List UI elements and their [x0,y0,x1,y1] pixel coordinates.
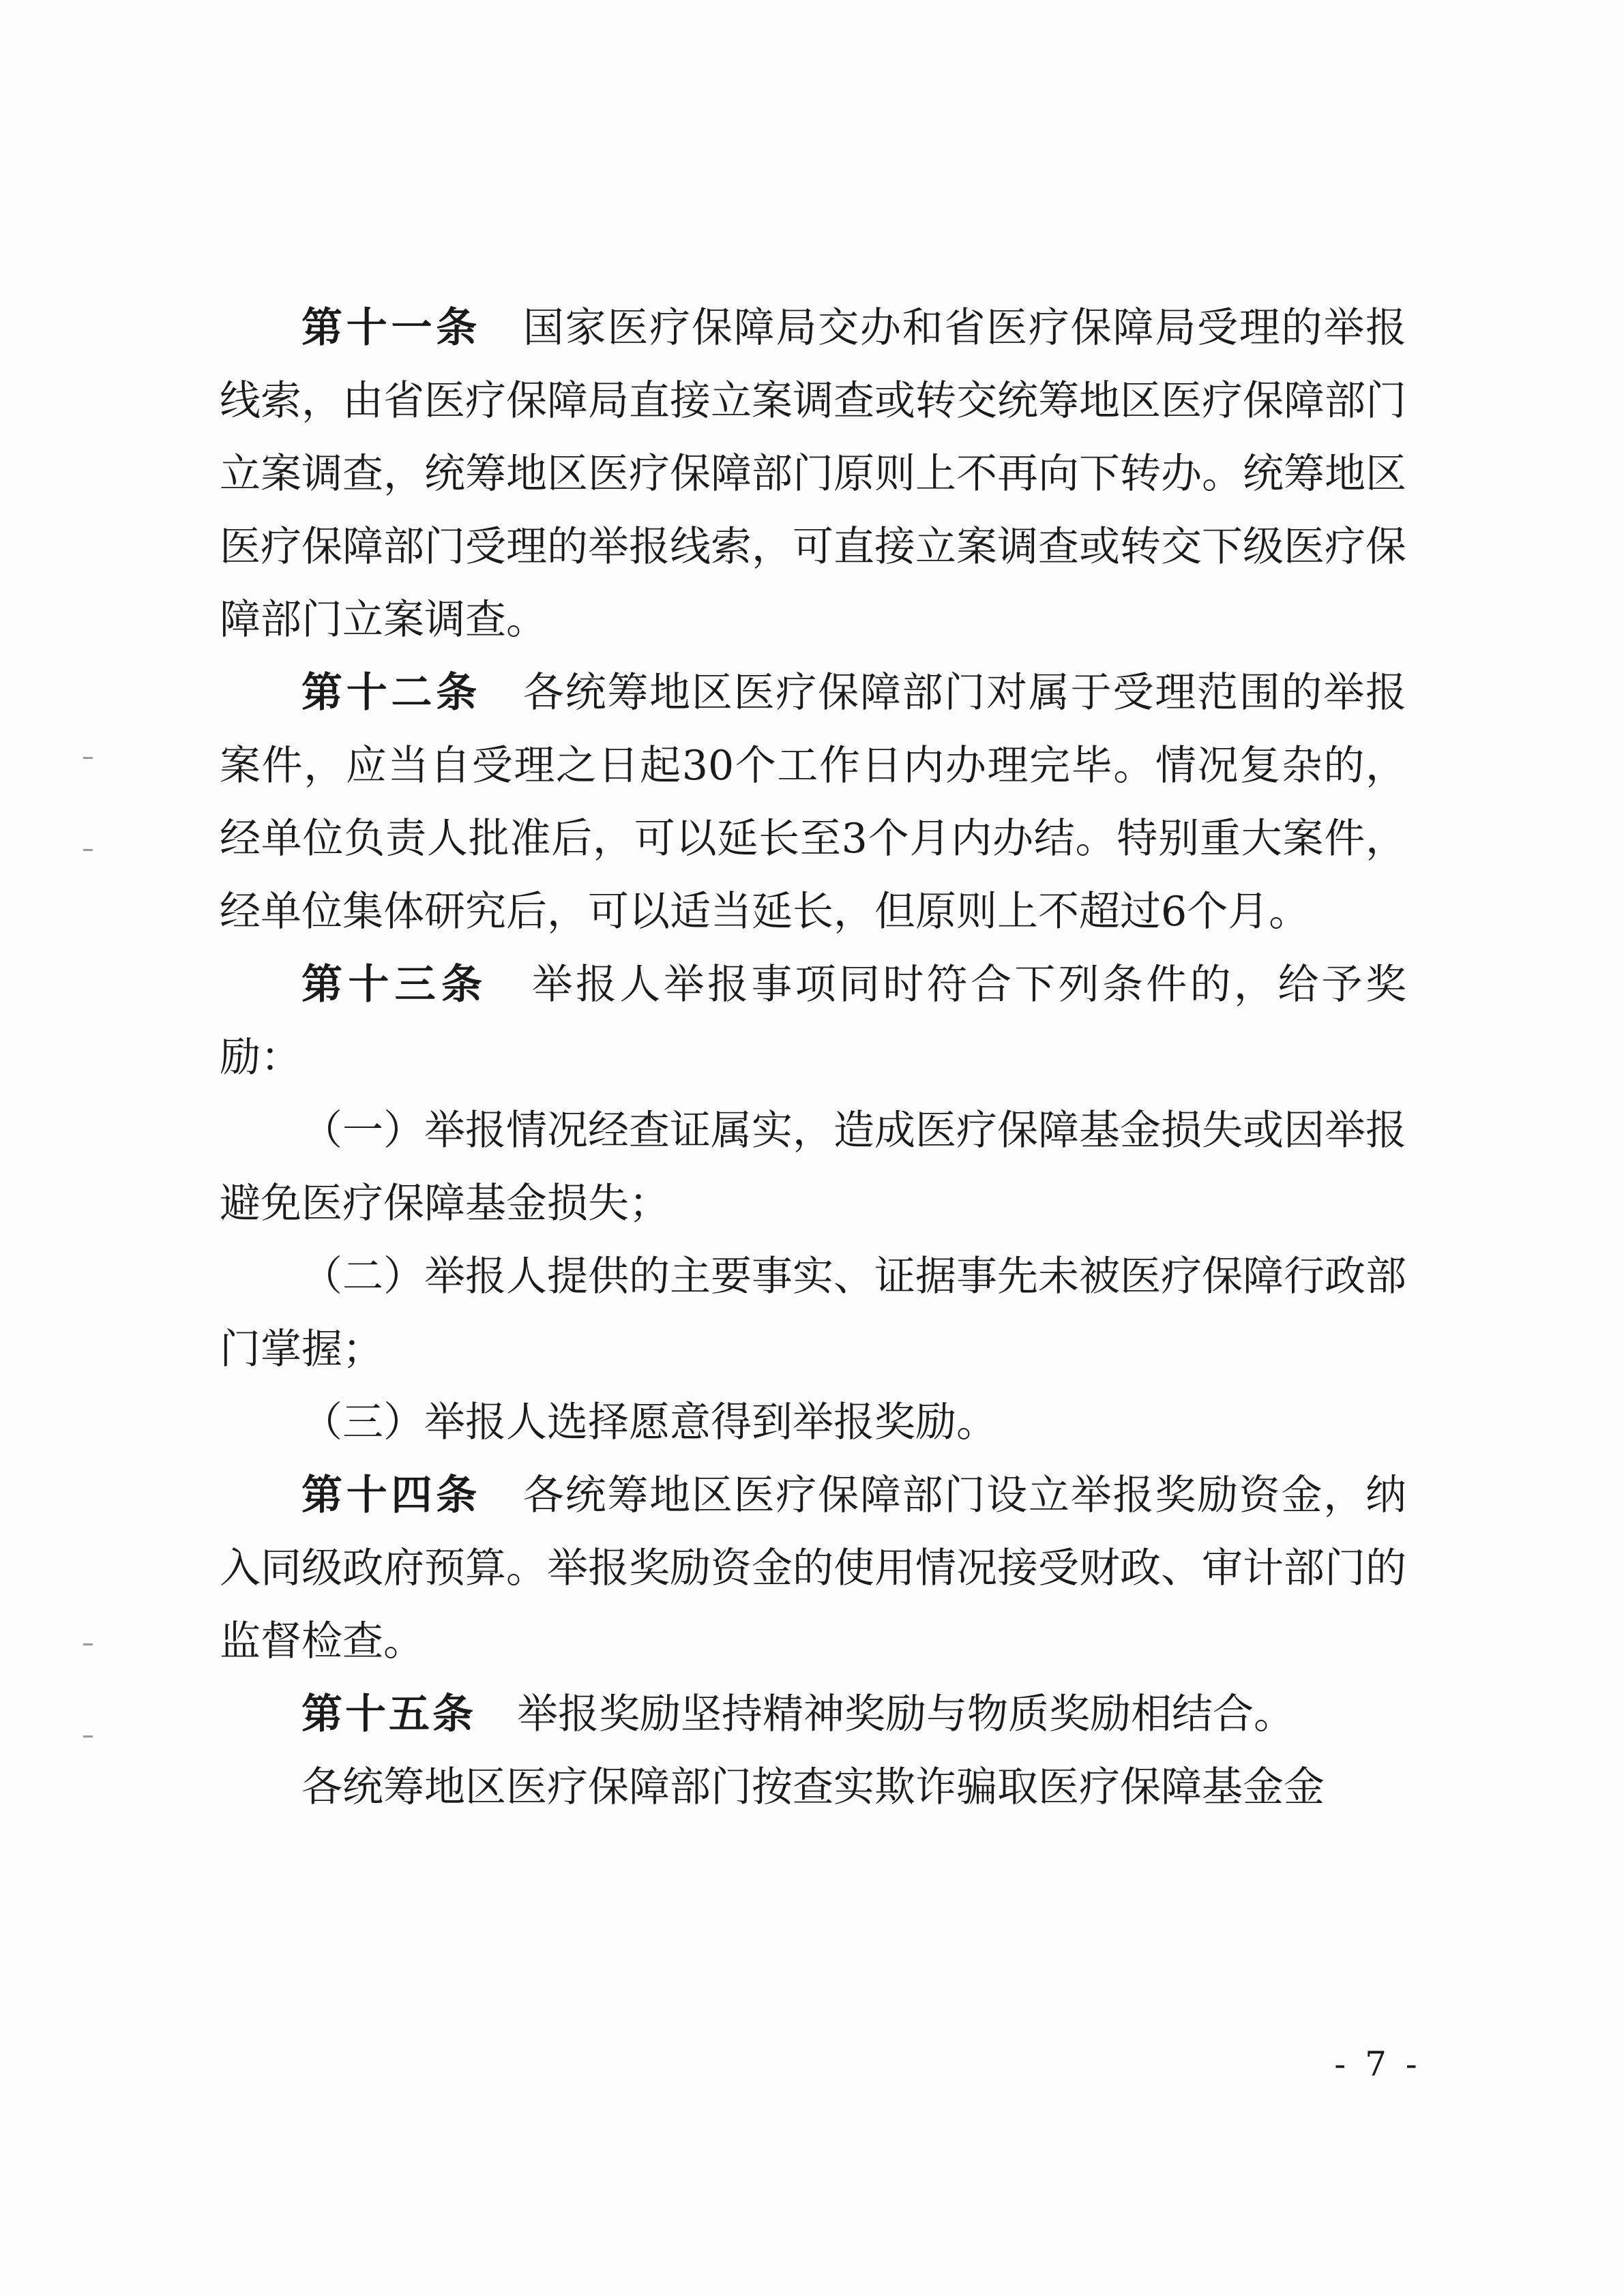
article-heading: 第十三条 [301,961,488,1009]
article-heading: 第十四条 [301,1472,482,1519]
page-number: - 7 - [1334,2044,1421,2084]
article-15 [220,1678,1406,1751]
margin-mark [83,1643,93,1645]
article-text: 举报奖励坚持精神奖励与物质奖励相结合。 [517,1690,1295,1738]
list-item: （二）举报人提供的主要事实、证据事先未被医疗保障行政部门掌握； [220,1253,1406,1373]
article-12 [220,657,1406,949]
article-11 [220,292,1406,657]
article-text: 举报人举报事项同时符合下列条件的，给予奖励： [220,961,1407,1082]
article-heading: 第十一条 [301,304,482,352]
document-body [220,292,1406,1824]
margin-mark [83,757,93,759]
article-heading: 第十五条 [301,1690,476,1738]
list-item: （一）举报情况经查证属实，造成医疗保障基金损失或因举报避免医疗保障基金损失； [220,1107,1406,1227]
article-14 [220,1459,1406,1678]
margin-mark [83,1735,93,1738]
article-text: 各统筹地区医疗保障部门对属于受理范围的举报案件，应当自受理之日起30个工作日内办理完毕。情况复杂的，经单位负责人批准后，可以延长至3个月内办结。特别重大案件，经单位集体研究后，可以适当延长，但原则上不超过6个月。 [220,669,1407,936]
article-text: 各统筹地区医疗保障部门设立举报奖励资金，纳入同级政府预算。举报奖励资金的使用情况接受财政、审计部门的监督检查。 [220,1472,1407,1665]
article-text: 国家医疗保障局交办和省医疗保障局受理的举报线索，由省医疗保障局直接立案调查或转交统筹地区医疗保障部门立案调查，统筹地区医疗保障部门原则上不再向下转办。统筹地区医疗保障部门受理的举报线索，可直接立案调查或转交下级医疗保障部门立案调查。 [220,304,1407,644]
trailing-paragraph: 各统筹地区医疗保障部门按查实欺诈骗取医疗保障基金金 [301,1763,1325,1811]
article-13 [220,949,1406,1094]
article-heading: 第十二条 [301,669,482,717]
list-item: （三）举报人选择愿意得到举报奖励。 [301,1399,997,1446]
margin-mark [83,849,93,851]
